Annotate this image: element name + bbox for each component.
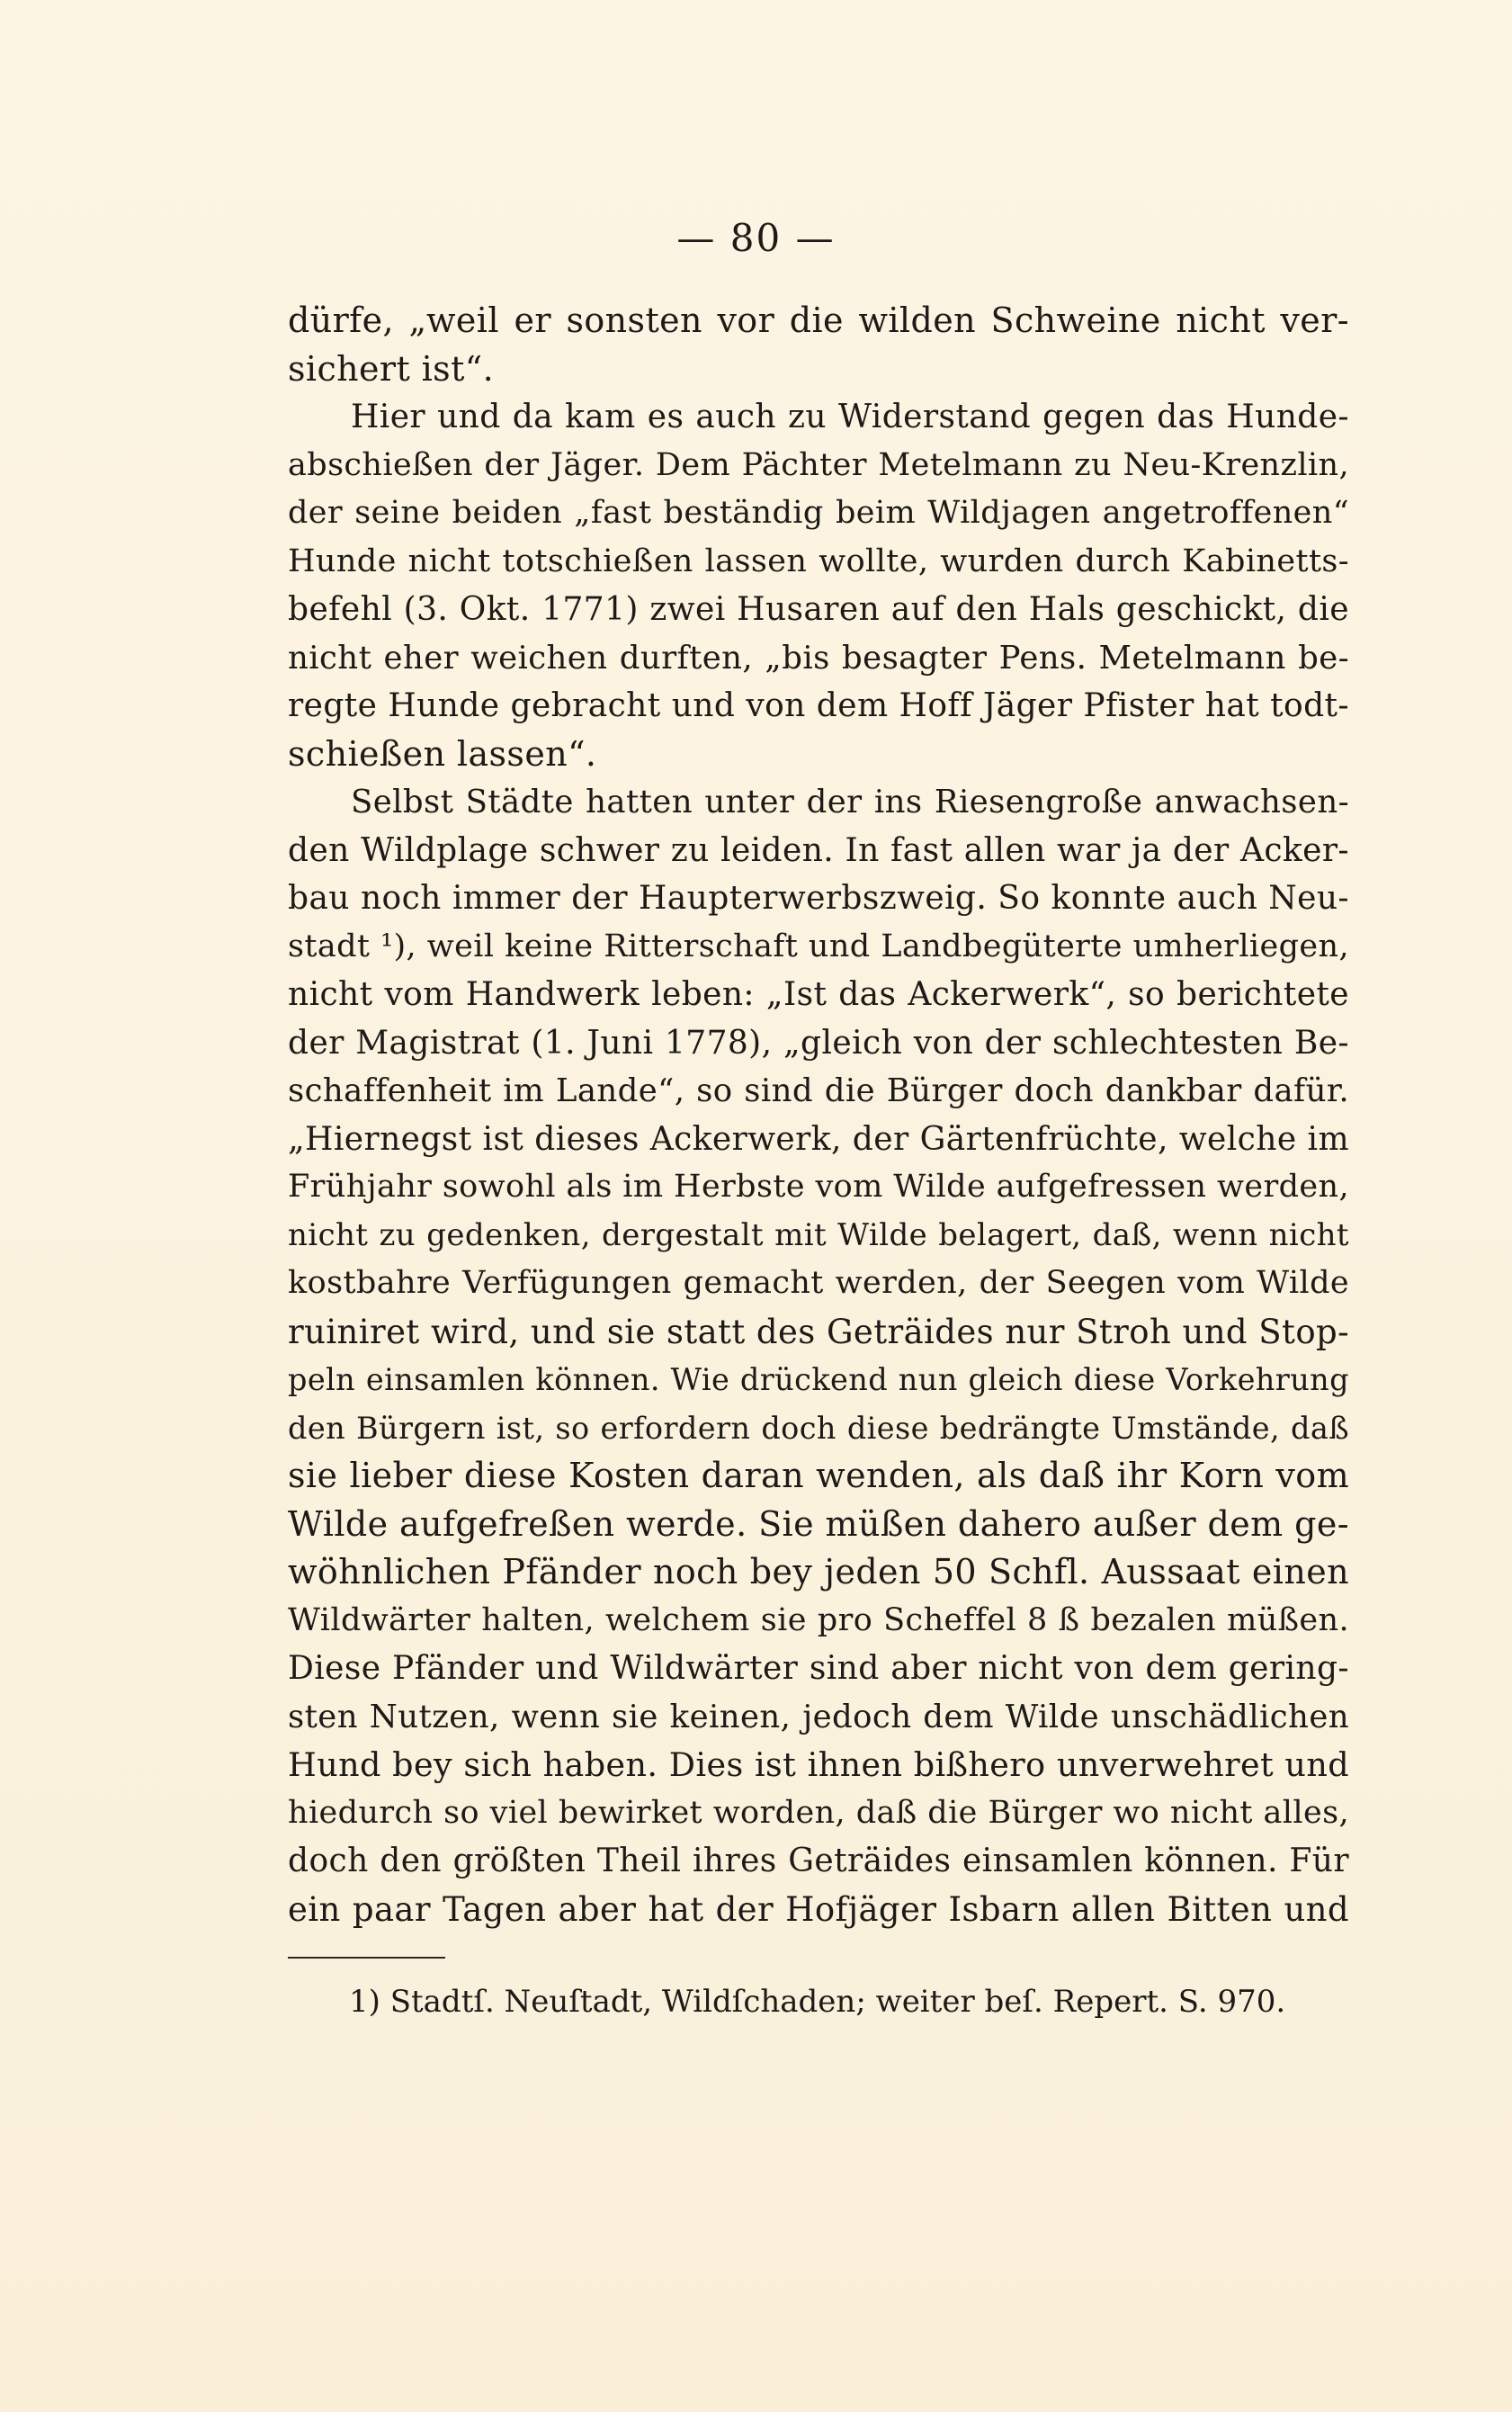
page-number: — 80 —: [676, 216, 836, 260]
text-line: den Bürgern ist, so erfordern doch diese bedrängte Umstände, daß: [288, 1410, 1349, 1446]
text-line: befehl (3. Okt. 1771) zwei Husaren auf den Hals geschickt, die: [288, 591, 1349, 628]
text-line: der seine beiden „fast beständig beim Wildjagen angetroffenen“: [288, 495, 1349, 531]
body-text: [288, 297, 1349, 1933]
text-line: Hunde nicht totschießen lassen wollte, wurden durch Kabinetts-: [288, 542, 1349, 579]
text-line: Wildwärter halten, welchem sie pro Scheffel 8 ß bezalen müßen.: [288, 1601, 1349, 1638]
text-line: hiedurch so viel bewirket worden, daß die Bürger wo nicht alles,: [288, 1794, 1349, 1831]
text-line: Hund bey sich haben. Dies ist ihnen bißhero unverwehret und: [288, 1745, 1349, 1784]
text-line: bau noch immer der Haupterwerbszweig. So konnte auch Neu-: [288, 880, 1349, 917]
text-line: sichert ist“.: [288, 348, 495, 389]
text-line: schießen lassen“.: [288, 733, 597, 774]
text-line: den Wildplage schwer zu leiden. In fast allen war ja der Acker-: [288, 831, 1349, 869]
text-line: nicht eher weichen durften, „bis besagter Pens. Metelmann be-: [288, 639, 1349, 677]
text-line: Frühjahr sowohl als im Herbste vom Wilde aufgefressen werden,: [288, 1169, 1349, 1205]
text-line: dürfe, „weil er sonsten vor die wilden Schweine nicht ver-: [288, 300, 1349, 340]
text-line: schaffenheit im Lande“, so sind die Bürger doch dankbar dafür.: [288, 1072, 1349, 1109]
text-line: Hier und da kam es auch zu Widerstand gegen das Hunde-: [351, 399, 1349, 435]
text-line: stadt ¹), weil keine Ritterschaft und Landbegüterte umherliegen,: [288, 928, 1349, 964]
text-line: Wilde aufgefreßen werde. Sie müßen dahero außer dem ge-: [288, 1503, 1349, 1544]
text-line: regte Hunde gebracht und von dem Hoff Jäger Pfister hat todt-: [288, 687, 1349, 724]
text-line: peln einsamlen können. Wie drückend nun gleich diese Vorkehrung: [288, 1362, 1349, 1397]
text-line: kostbahre Verfügungen gemacht werden, der Seegen vom Wilde: [288, 1265, 1349, 1301]
text-line: sie lieber diese Kosten daran wenden, als daß ihr Korn vom: [288, 1456, 1349, 1495]
text-line: Diese Pfänder und Wildwärter sind aber nicht von dem gering-: [288, 1650, 1349, 1687]
text-line: doch den größten Theil ihres Geträides einsamlen können. Für: [288, 1843, 1349, 1879]
text-line: wöhnlichen Pfänder noch bey jeden 50 Schfl. Aussaat einen: [288, 1552, 1349, 1592]
text-line: ruiniret wird, und sie statt des Geträides nur Stroh und Stop-: [288, 1312, 1349, 1351]
footnote: 1) Stadtſ. Neuſtadt, Wildſchaden; weiter beſ. Repert. S. 970.: [349, 1984, 1286, 2020]
text-line: Selbst Städte hatten unter der ins Riesengroße anwachsen-: [351, 784, 1349, 820]
text-line: sten Nutzen, wenn sie keinen, jedoch dem Wilde unschädlichen: [288, 1698, 1349, 1735]
text-line: der Magistrat (1. Juni 1778), „gleich von der schlechtesten Be-: [288, 1024, 1349, 1062]
footnote-rule: [288, 1957, 445, 1959]
text-line: abschießen der Jäger. Dem Pächter Metelmann zu Neu-Krenzlin,: [288, 446, 1349, 483]
text-line: nicht zu gedenken, dergestalt mit Wilde belagert, daß, wenn nicht: [288, 1216, 1349, 1253]
text-line: ein paar Tagen aber hat der Hofjäger Isbarn allen Bitten und: [288, 1889, 1349, 1929]
text-line: „Hiernegst ist dieses Ackerwerk, der Gärtenfrüchte, welche im: [288, 1120, 1349, 1158]
text-line: nicht vom Handwerk leben: „Ist das Ackerwerk“, so berichtete: [288, 976, 1349, 1013]
